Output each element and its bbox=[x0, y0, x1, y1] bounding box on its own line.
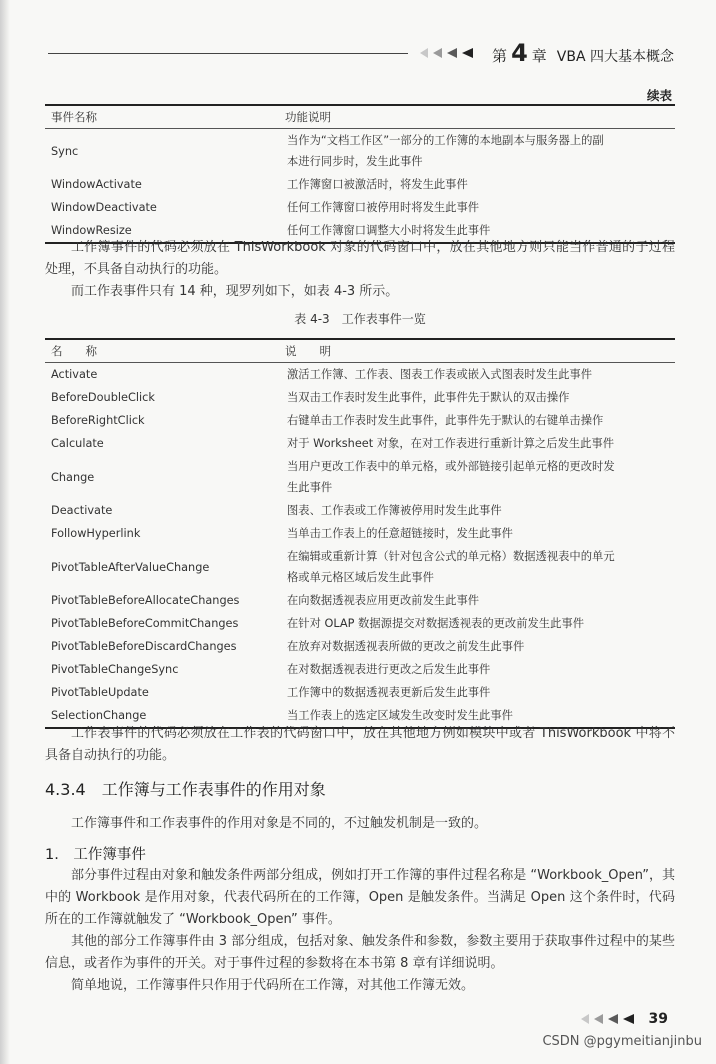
event-description bbox=[279, 432, 675, 455]
event-description bbox=[279, 409, 675, 432]
triangle-icon bbox=[608, 1014, 618, 1024]
table-header-cell: 功能说明 bbox=[279, 105, 675, 129]
table-header-cell: 说 明 bbox=[279, 339, 675, 363]
table-row bbox=[45, 455, 675, 499]
table-row bbox=[45, 545, 675, 589]
table-row bbox=[45, 432, 675, 455]
chapter-title: VBA 四大基本概念 bbox=[556, 49, 674, 65]
description-line: 当工作表上的选定区域发生改变时发生此事件 bbox=[287, 709, 513, 722]
description-line: 在向数据透视表应用更改前发生此事件 bbox=[287, 594, 480, 607]
event-name: PivotTableBeforeCommitChanges bbox=[51, 617, 239, 630]
page-binding-shadow bbox=[0, 0, 10, 1064]
description-line: 工作簿中的数据透视表更新后发生此事件 bbox=[287, 686, 491, 699]
event-name: PivotTableBeforeAllocateChanges bbox=[51, 594, 240, 607]
table-header-cell: 名 称 bbox=[45, 339, 279, 363]
event-name: WindowActivate bbox=[51, 178, 142, 191]
event-description bbox=[279, 386, 675, 409]
chapter-prefix: 第 bbox=[492, 47, 508, 65]
triangle-icon bbox=[420, 48, 428, 58]
triangle-icon bbox=[462, 48, 473, 58]
section-heading: 4.3.4 工作簿与工作表事件的作用对象 bbox=[45, 780, 326, 799]
table-row bbox=[45, 409, 675, 432]
paragraph: 工作簿事件的代码必须放在 ThisWorkbook 对象的代码窗口中，放在其他地方则只能当作普通的子过程处理，不具备自动执行的功能。 bbox=[45, 240, 675, 277]
table-row bbox=[45, 499, 675, 522]
table-row bbox=[45, 612, 675, 635]
description-line: 当用户更改工作表中的单元格，或外部链接引起单元格的更改时发 bbox=[287, 460, 615, 473]
table-row bbox=[45, 522, 675, 545]
event-name: BeforeRightClick bbox=[51, 414, 145, 427]
table-row bbox=[45, 386, 675, 409]
paragraph: 而工作表事件只有 14 种，现罗列如下，如表 4-3 所示。 bbox=[71, 284, 399, 299]
table-row bbox=[45, 635, 675, 658]
table-header-cell: 事件名称 bbox=[45, 105, 279, 129]
event-description bbox=[279, 681, 675, 704]
chapter-label bbox=[492, 39, 674, 67]
event-name: PivotTableAfterValueChange bbox=[51, 560, 210, 574]
event-description bbox=[279, 545, 675, 589]
event-name: PivotTableBeforeDiscardChanges bbox=[51, 640, 237, 653]
description-line: 任何工作簿窗口调整大小时将发生此事件 bbox=[287, 224, 491, 237]
description-line: 右键单击工作表时发生此事件，此事件先于默认的右键单击操作 bbox=[287, 414, 604, 427]
description-line: 对于 Worksheet 对象，在对工作表进行重新计算之后发生此事件 bbox=[287, 437, 614, 450]
chapter-suffix: 章 bbox=[531, 47, 547, 65]
table-row bbox=[45, 658, 675, 681]
page-number: 39 bbox=[648, 1011, 668, 1027]
event-name: Sync bbox=[51, 144, 79, 158]
event-description bbox=[279, 363, 675, 387]
worksheet-events-table bbox=[45, 338, 675, 729]
event-description bbox=[279, 658, 675, 681]
triangle-icon bbox=[623, 1014, 634, 1024]
paragraph: 工作表事件的代码必须放在工作表的代码窗口中，放在其他地方例如模块中或者 ThisWorkbook 中将不具备自动执行的功能。 bbox=[45, 726, 675, 763]
description-line: 在编辑或重新计算（针对包含公式的单元格）数据透视表中的单元 bbox=[287, 550, 615, 563]
event-name: Calculate bbox=[51, 437, 104, 450]
event-name: SelectionChange bbox=[45, 704, 279, 728]
description-line: 激活工作簿、工作表、图表工作表或嵌入式图表时发生此事件 bbox=[287, 368, 593, 381]
watermark: CSDN @pgymeitianjinbu bbox=[542, 1034, 702, 1049]
event-description bbox=[279, 196, 675, 219]
description-line: 格或单元格区域后发生此事件 bbox=[287, 571, 434, 584]
description-line: 本进行同步时，发生此事件 bbox=[287, 155, 423, 168]
workbook-events-table bbox=[45, 104, 675, 244]
event-name: BeforeDoubleClick bbox=[51, 391, 155, 404]
table-row bbox=[45, 681, 675, 704]
triangle-icon bbox=[581, 1014, 589, 1024]
event-name: PivotTableChangeSync bbox=[51, 663, 179, 676]
event-name: Deactivate bbox=[51, 504, 113, 517]
triangle-icon bbox=[594, 1014, 603, 1024]
description-line: 当单击工作表上的任意超链接时，发生此事件 bbox=[287, 527, 513, 540]
event-name: WindowResize bbox=[45, 219, 279, 243]
table-caption: 表 4-3 工作表事件一览 bbox=[294, 312, 426, 326]
description-line: 在对数据透视表进行更改之后发生此事件 bbox=[287, 663, 491, 676]
event-description bbox=[279, 173, 675, 196]
event-description bbox=[279, 499, 675, 522]
table-row bbox=[45, 196, 675, 219]
paragraph: 其他的部分工作簿事件由 3 部分组成，包括对象、触发条件和参数，参数主要用于获取事件过程中的某些信息，或者作为事件的开关。对于事件过程的参数将在本书第 8 章有详细说明。 bbox=[45, 934, 675, 971]
paragraph: 部分事件过程由对象和触发条件两部分组成，例如打开工作簿的事件过程名称是 “Workbook_Open”，其中的 Workbook 是作用对象，代表代码所在的工作簿，Open 是触发条件。当满足 Open 这个条件时，代码所在的工作簿就触发了 “Workbook_Open” 事件。 bbox=[45, 868, 675, 927]
event-description bbox=[279, 635, 675, 658]
paragraph: 简单地说，工作簿事件只作用于代码所在工作簿，对其他工作簿无效。 bbox=[71, 978, 475, 993]
table-row bbox=[45, 129, 675, 174]
continued-label: 续表 bbox=[646, 88, 672, 103]
description-line: 在针对 OLAP 数据源提交对数据透视表的更改前发生此事件 bbox=[287, 617, 584, 630]
subsection-heading: 1. 工作簿事件 bbox=[45, 847, 146, 863]
table-row bbox=[45, 363, 675, 387]
triangle-icon bbox=[447, 48, 457, 58]
event-name: PivotTableUpdate bbox=[51, 686, 149, 699]
event-name: FollowHyperlink bbox=[51, 527, 141, 540]
event-name: Activate bbox=[51, 368, 98, 381]
table-row bbox=[45, 589, 675, 612]
event-description bbox=[279, 522, 675, 545]
paragraph: 工作簿事件和工作表事件的作用对象是不同的，不过触发机制是一致的。 bbox=[71, 816, 488, 831]
event-description bbox=[279, 129, 675, 174]
running-header bbox=[48, 40, 674, 66]
triangle-icon bbox=[433, 48, 442, 58]
event-description bbox=[279, 455, 675, 499]
description-line: 当双击工作表时发生此事件，此事件先于默认的双击操作 bbox=[287, 391, 570, 404]
event-name: Change bbox=[51, 470, 95, 484]
header-rule bbox=[48, 53, 408, 54]
description-line: 当作为“文档工作区”一部分的工作簿的本地副本与服务器上的副 bbox=[287, 134, 604, 147]
description-line: 生此事件 bbox=[287, 481, 333, 494]
page-footer bbox=[581, 1011, 668, 1027]
event-name: WindowDeactivate bbox=[51, 201, 157, 214]
description-line: 任何工作簿窗口被停用时将发生此事件 bbox=[287, 201, 480, 214]
description-line: 图表、工作表或工作簿被停用时发生此事件 bbox=[287, 504, 502, 517]
table-row bbox=[45, 173, 675, 196]
event-description bbox=[279, 612, 675, 635]
event-description bbox=[279, 589, 675, 612]
description-line: 在放弃对数据透视表所做的更改之前发生此事件 bbox=[287, 640, 525, 653]
description-line: 工作簿窗口被激活时，将发生此事件 bbox=[287, 178, 468, 191]
chapter-number: 4 bbox=[511, 39, 528, 67]
